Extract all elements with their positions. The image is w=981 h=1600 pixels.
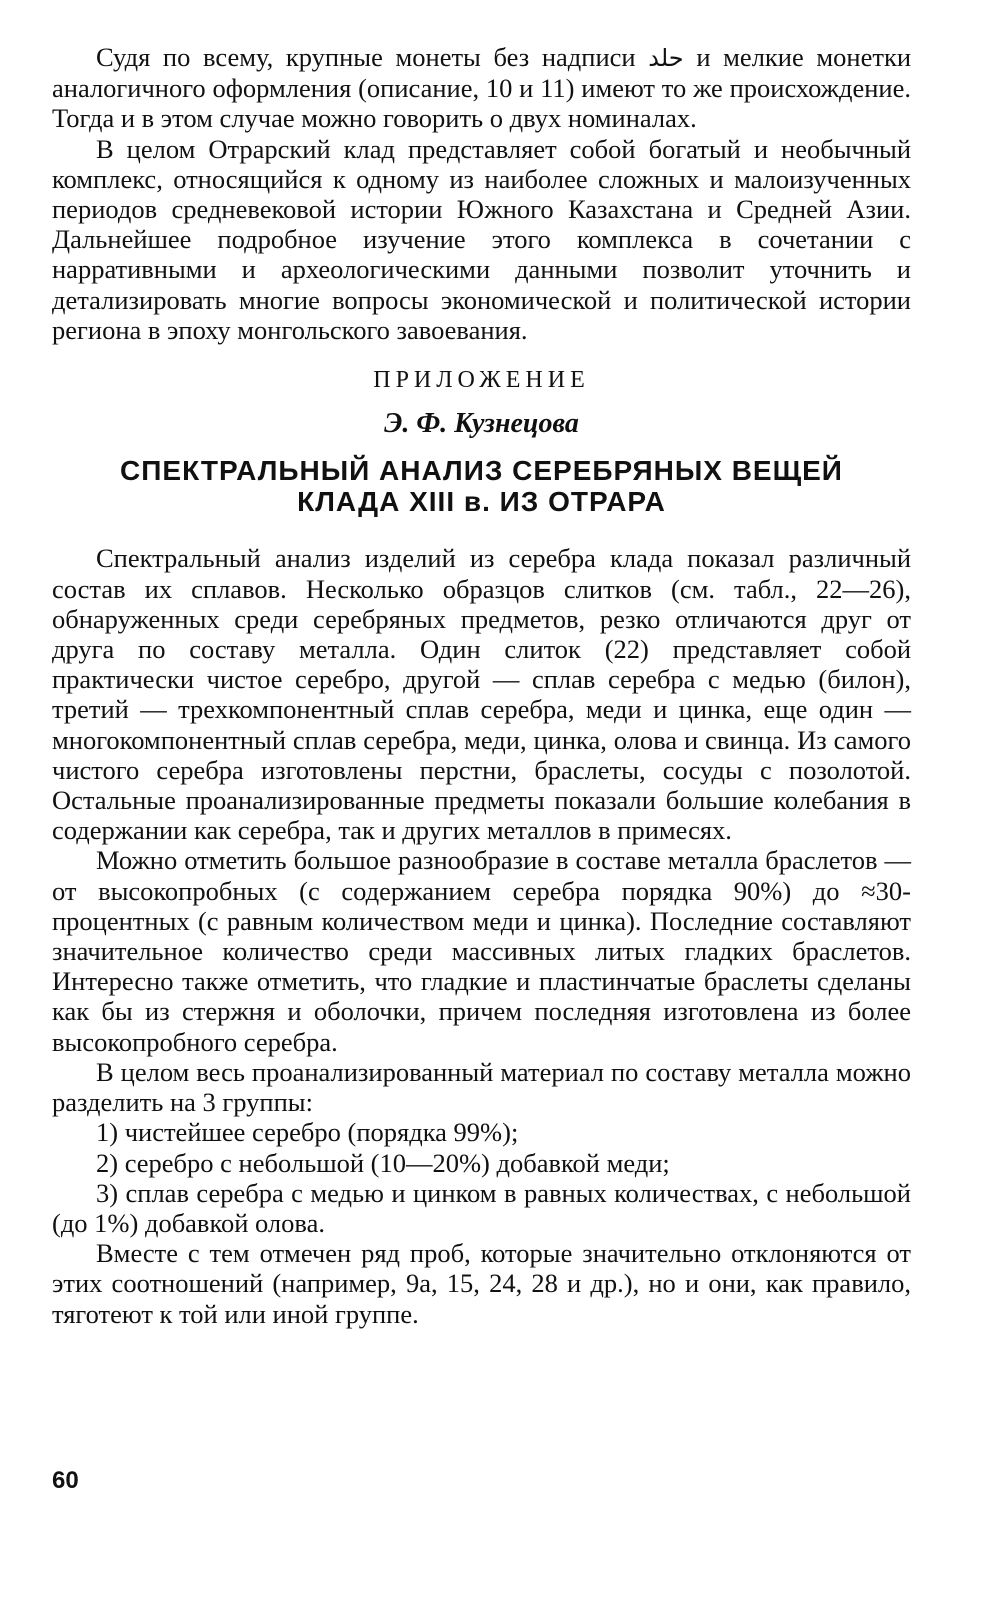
author-name: Э. Ф. Кузнецова xyxy=(384,408,579,440)
article-title-line-1: СПЕКТРАЛЬНЫЙ АНАЛИЗ СЕРЕБРЯНЫХ ВЕЩЕЙ xyxy=(120,455,843,487)
paragraph-coins xyxy=(52,42,911,134)
list-item-3: 3) сплав серебра с медью и цинком в равных количествах, с небольшой (до 1%) добавкой олова. xyxy=(52,1177,911,1238)
arabic-inscription: حلد xyxy=(648,44,684,72)
list-item-1: 1) чистейшее серебро (порядка 99%); xyxy=(96,1117,519,1148)
paragraph-coins-start: Судя по всему, крупные монеты без надписи xyxy=(96,42,649,72)
paragraph-spectral-analysis: Спектральный анализ изделий из серебра клада показал различный состав их сплавов. Несколько образцов слитков (см. табл., 22—26), обнаруженных среди серебряных предметов, резко отличаются друг от друга по составу металла. Один слиток (22) представляет собой практически чистое серебро, другой — сплав серебра с медью (билон), третий — трехкомпонентный сплав серебра, меди и цинка, еще один — многокомпонентный сплав серебра, меди, цинка, олова и свинца. Из самого чистого серебра изготовлены перстни, браслеты, сосуды с позолотой. Остальные проанализированные предметы показали большие колебания в содержании как серебра, так и других металлов в примесях. xyxy=(52,543,911,846)
paragraph-deviations: Вместе с тем отмечен ряд проб, которые значительно отклоняются от этих соотношений (например, 9а, 15, 24, 28 и др.), но и они, как правило, тяготеют к той или иной группе. xyxy=(52,1238,911,1329)
page-number: 60 xyxy=(52,1467,79,1494)
article-title-line-2: КЛАДА XIII в. ИЗ ОТРАРА xyxy=(297,486,666,518)
paragraph-otrar-hoard: В целом Отрарский клад представляет собой богатый и необычный комплекс, относящийся к одному из наиболее сложных и малоизученных периодов средневековой истории Южного Казахстана и Средней Азии. Дальнейшее подробное изучение этого комплекса в сочетании с нарративными и археологическими данными позволит уточнить и детализировать многие вопросы экономической и политической истории региона в эпоху монгольского завоевания. xyxy=(52,133,911,345)
paragraph-groups-intro: В целом весь проанализированный материал по составу металла можно разделить на 3 группы: xyxy=(52,1056,911,1118)
list-item-2: 2) серебро с небольшой (10—20%) добавкой меди; xyxy=(96,1147,670,1178)
paragraph-bracelets: Можно отметить большое разнообразие в составе металла браслетов — от высокопробных (с содержанием серебра порядка 90%) до ≈30-процентных (с равным количеством меди и цинка). Последние составляют значительное количество среди массивных литых гладких браслетов. Интересно также отметить, что гладкие и пластинчатые браслеты сделаны как бы из стержня и оболочки, причем последняя изготовлена из более высокопробного серебра. xyxy=(52,845,911,1057)
appendix-heading: ПРИЛОЖЕНИЕ xyxy=(373,367,590,394)
article-title xyxy=(52,455,911,517)
paragraph-coins-end: и мелкие монетки аналогичного оформления (описание, 10 и 11) имеют то же происхождение. Тогда и в этом случае можно говорить о двух номиналах. xyxy=(52,42,911,134)
